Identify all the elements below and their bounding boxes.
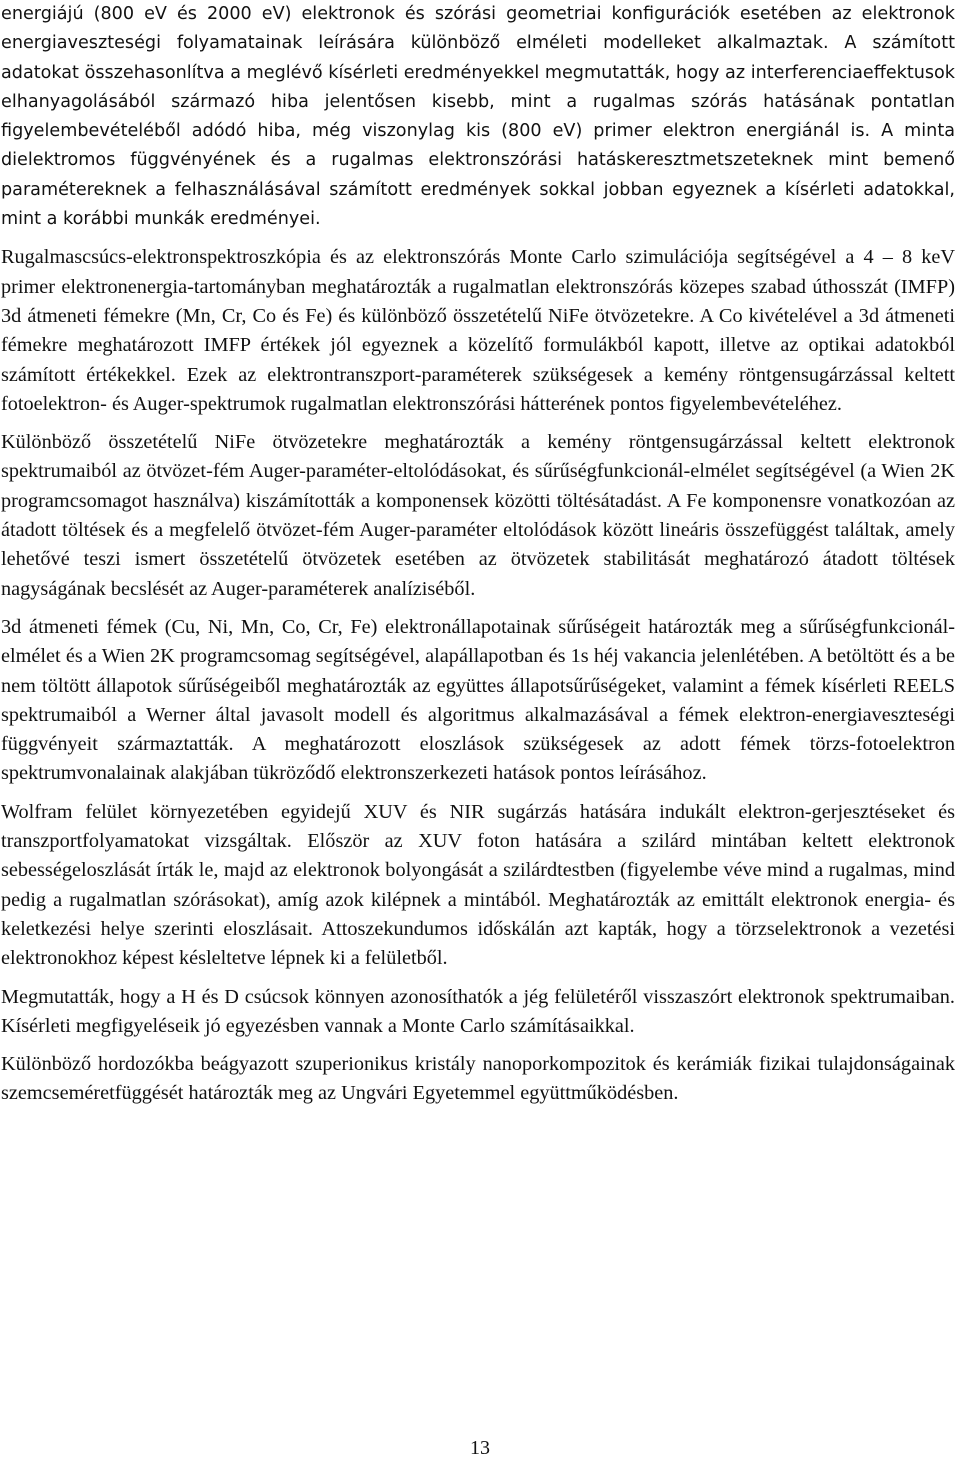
paragraph-tungsten-xuv-nir: Wolfram felület környezetében egyidejű XUV és NIR sugárzás hatására indukált elektron-gerjesztéseket és transzportfolyamatokat vizsgáltak. Először az XUV foton hatására a szilárd mintában keltett elektronok sebességeloszlását írták le, majd az elektronok bolyongását a szilárdtestben (figyelembe véve mind a rugalmas, mind pedig a rugalmatlan szórásokat), amíg azok kilépnek a mintából. Meghatározták az emittált elektronok energia- és keletkezési helye szerinti eloszlásait. Attoszekundumos időskálán azt kapták, hogy a törzselektronok a vezetési elektronokhoz képest késleltetve lépnek ki a felületből. <box>1 800 955 970</box>
paragraph-ice-h-d-peaks: Megmutatták, hogy a H és D csúcsok könnyen azonosíthatók a jég felületéről visszaszórt elektronok spektrumaiban. Kísérleti megfigyeléseik jó egyezésben vannak a Monte Carlo számításaikkal. <box>1 985 955 1037</box>
paragraph-superionic-nanocomposites: Különböző hordozókba beágyazott szuperionikus kristály nanoporkompozitok és kerámiák fizikai tulajdonságainak szemcseméretfüggését határozták meg az Ungvári Egyetemmel együttműködésben. <box>1 1053 955 1105</box>
paragraph-energy-loss-models: energiájú (800 eV és 2000 eV) elektronok és szórási geometriai konfigurációk esetében az elektronok energiaveszteségi folyamatainak leírására különböző elméleti modelleket alkalmaztak. A számított adatokat összehasonlítva a meglévő kísérleti eredményekkel megmutatták, hogy az interferenciaeffektusok elhanyagolásából származó hiba jelentősen kisebb, mint a rugalmas szórás hatásának pontatlan figyelembevételéből adódó hiba, még viszonylag kis (800 eV) primer elektron energiánál is. A minta dielektromos függvényének és a rugalmas elektronszórási hatáskeresztmetszeteknek mint bemenő paramétereknek a felhasználásával számított eredmények sokkal jobban egyeznek a kísérleti adatokkal, mint a korábbi munkák eredményei. <box>1 4 955 230</box>
page-number: 13 <box>470 1437 490 1459</box>
paragraph-density-of-states: 3d átmeneti fémek (Cu, Ni, Mn, Co, Cr, Fe) elektronállapotainak sűrűségeit határozták meg a sűrűségfunkcionál-elmélet és a Wien 2K programcsomag segítségével, alapállapotban és 1s héj vakancia jelenlétében. A betöltött és a be nem töltött állapotok sűrűségeiből meghatározták az együttes állapotsűrűségeket, valamint a fémek kísérleti REELS spektrumaiból a Werner által javasolt modell és algoritmus alkalmazásával a fémek elektron-energiaveszteségi függvényeit származtatták. A meghatározott eloszlások szükségesek az adott fémek törzs-fotoelektron spektrumvonalainak alakjában tükröződő elektronszerkezeti hatások pontos leírásához. <box>1 615 955 785</box>
paragraph-nife-auger-parameter: Különböző összetételű NiFe ötvözetekre meghatározták a kemény röntgensugárzással keltett elektronok spektrumaiból az ötvözet-fém Auger-paraméter-eltolódásokat, és sűrűségfunkcionál-elmélet segítségével (a Wien 2K programcsomagot használva) kiszámították a komponensek közötti töltésátadást. A Fe komponensre vonatkozóan az átadott töltések és a megfelelő ötvözet-fém Auger-paraméter eltolódások között lineáris összefüggést találtak, amely lehetővé teszi ismert összetételű ötvözetek esetében az ötvözetek stabilitását meghatározó átadott töltések nagyságának becslését az Auger-paraméterek analíziséből. <box>1 431 955 600</box>
paragraph-imfp-transition-metals: Rugalmascsúcs-elektronspektroszkópia és az elektronszórás Monte Carlo szimulációja segítségével a 4 – 8 keV primer elektronenergia-tartományban meghatározták a rugalmatlan elektronszórás közepes szabad úthosszát (IMFP) 3d átmeneti fémekre (Mn, Cr, Co és Fe) és különböző összetételű NiFe ötvözetekre. A Co kivételével a 3d átmeneti fémekre meghatározott IMFP értékek jól egyeznek a közelítő formulákból kapott, illetve az optikai adatokból számított értékekkel. Ezek az elektrontranszport-paraméterek szükségesek a kemény röntgensugárzással keltett fotoelektron- és Auger-spektrumok rugalmatlan elektronszórási hátterének pontos figyelembevételéhez. <box>1 246 955 415</box>
